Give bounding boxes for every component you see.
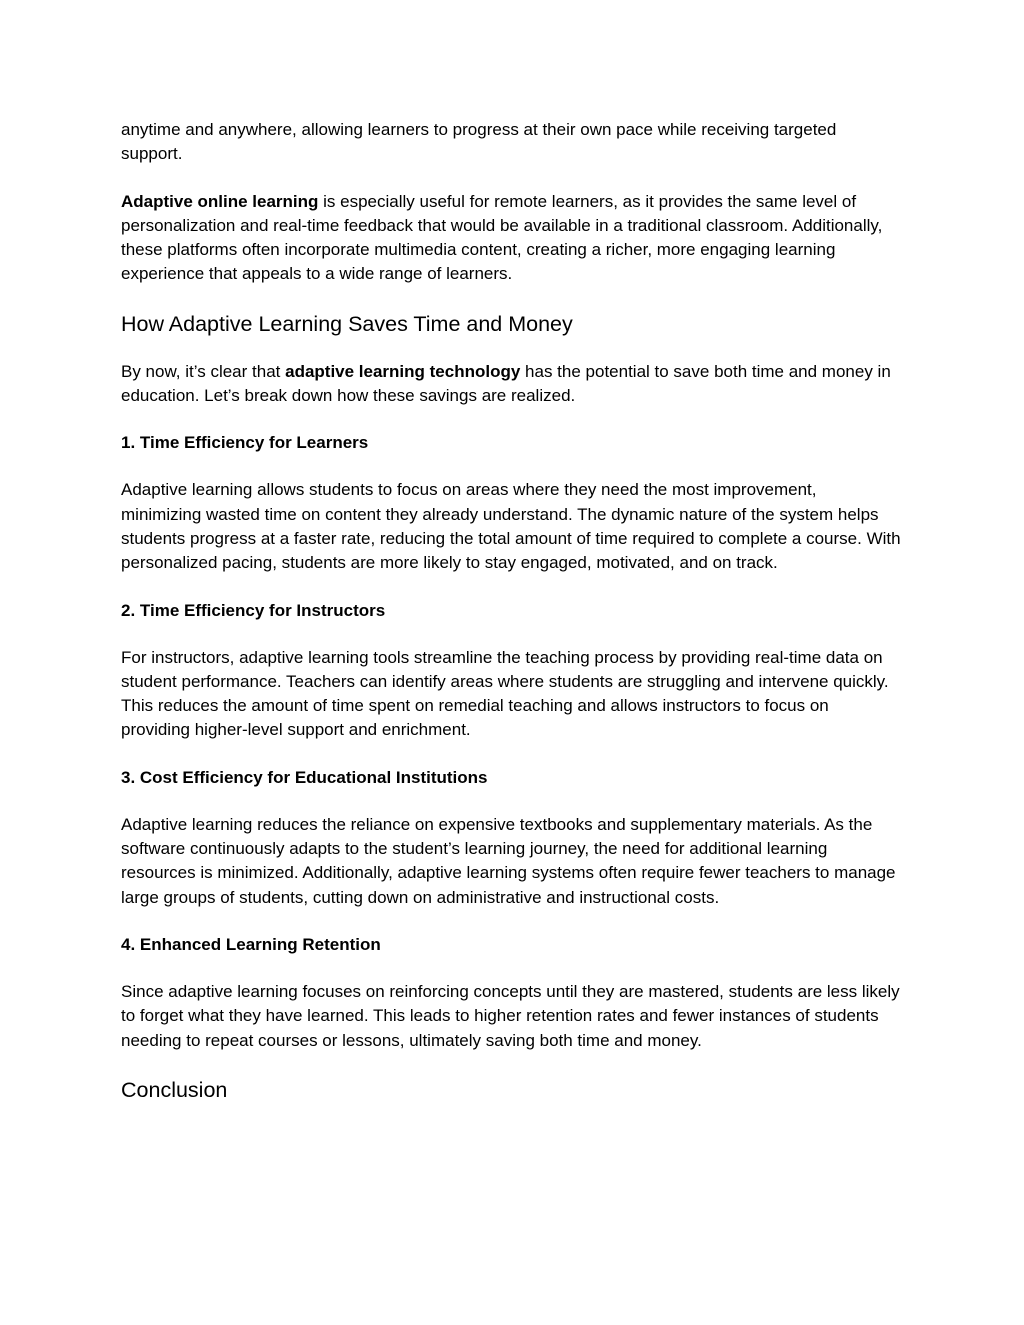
subsection-body-instructors: For instructors, adaptive learning tools streamline the teaching process by providing real-time data on student performance. Teachers can identify areas where students are struggling and intervene quickly. This reduces the amount of time spent on remedial teaching and allows instructors to focus on providing higher-level support and enrichment.: [121, 647, 889, 740]
subsection-body-retention: Since adaptive learning focuses on reinforcing concepts until they are mastered, students are less likely to forget what they have learned. This leads to higher retention rates and fewer instances of students needing to repeat courses or lessons, ultimately saving both time and money.: [121, 981, 900, 1050]
paragraph-continuation: anytime and anywhere, allowing learners to progress at their own pace while receiving targeted support.: [121, 120, 837, 164]
intro-text-post: has the potential to save both time and money in education. Let’s break down how these savings are realized.: [121, 361, 891, 406]
bold-term: adaptive learning technology: [285, 361, 521, 381]
subsection-heading-retention: 4. Enhanced Learning Retention: [121, 934, 381, 954]
subsection-heading-cost: 3. Cost Efficiency for Educational Institutions: [121, 767, 488, 787]
intro-text-pre: By now, it’s clear that: [121, 361, 286, 381]
section-heading-time-money: How Adaptive Learning Saves Time and Money: [121, 311, 573, 336]
section-heading-conclusion: Conclusion: [121, 1077, 228, 1102]
paragraph-text: is especially useful for remote learners, as it provides the same level of personalization and real-time feedback that would be available in a traditional classroom. Additionally, these platforms often incorporate multimedia content, creating a richer, more engaging learning experience that appeals to a wide range of learners.: [121, 191, 883, 284]
subsection-heading-instructors: 2. Time Efficiency for Instructors: [121, 600, 386, 620]
subsection-heading-learners: 1. Time Efficiency for Learners: [121, 433, 369, 453]
paragraph-adaptive-online-learning: [121, 190, 901, 287]
subsection-body-learners: Adaptive learning allows students to focus on areas where they need the most improvement, minimizing wasted time on content they already understand. The dynamic nature of the system helps students progress at a faster rate, reducing the total amount of time required to complete a course. With personalized pacing, students are more likely to stay engaged, motivated, and on track.: [121, 480, 901, 573]
section-intro: [121, 360, 901, 409]
document-page: [121, 118, 901, 1126]
bold-term: Adaptive online learning: [121, 191, 319, 211]
subsection-body-cost: Adaptive learning reduces the reliance on expensive textbooks and supplementary materials. As the software continuously adapts to the student’s learning journey, the need for additional learning resources is minimized. Additionally, adaptive learning systems often require fewer teachers to manage large groups of students, cutting down on administrative and instructional costs.: [121, 814, 896, 907]
